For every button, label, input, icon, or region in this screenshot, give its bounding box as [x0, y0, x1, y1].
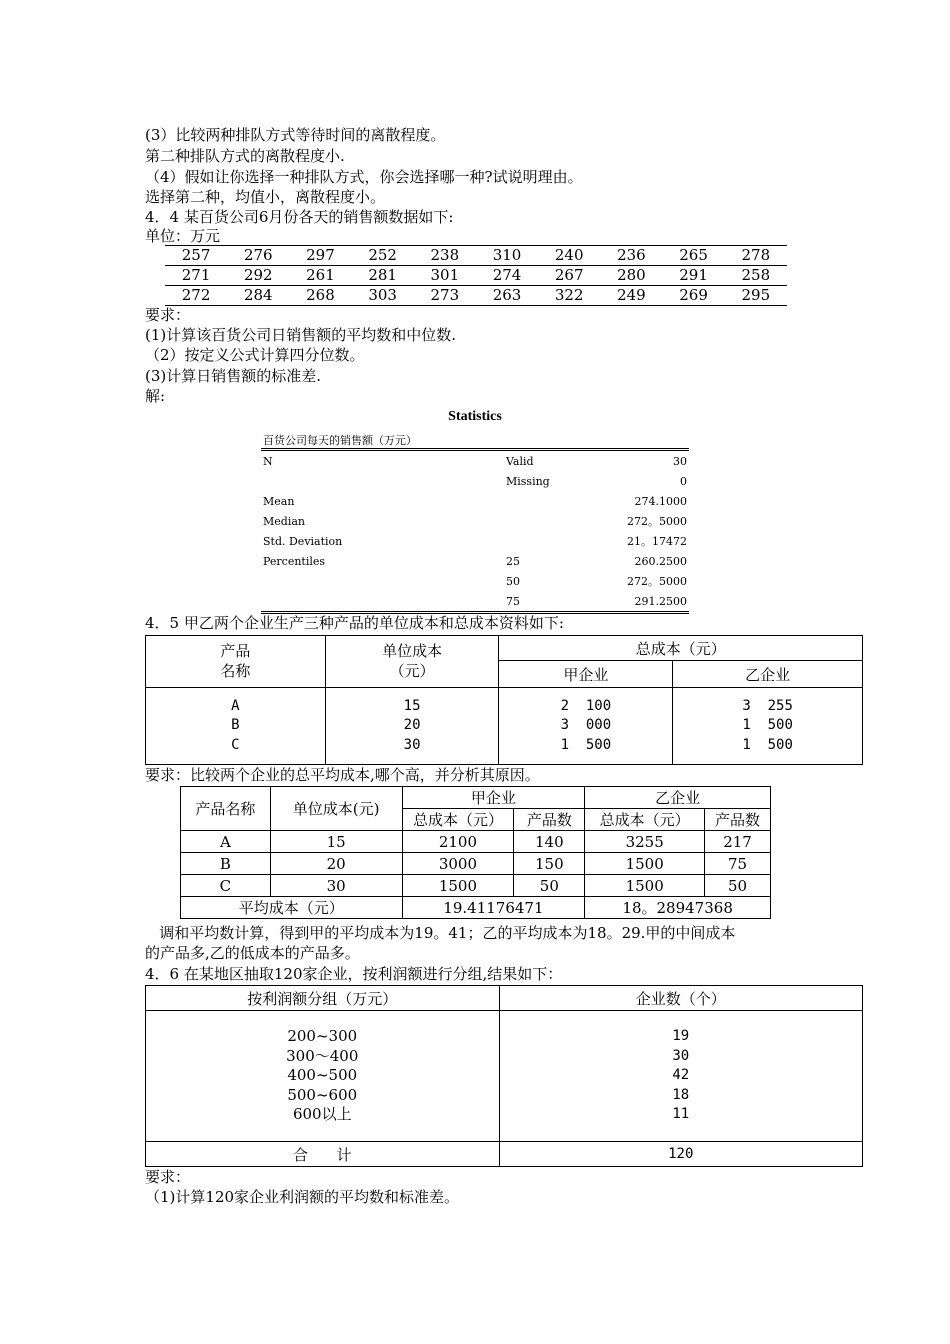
- cell-text: 42: [672, 1067, 690, 1084]
- cell-text: 15: [403, 697, 421, 714]
- table-cell: 271: [165, 266, 227, 286]
- text-line: 解:: [145, 387, 166, 405]
- text-line: (1)计算该百货公司日销售额的平均数和中位数.: [145, 326, 457, 344]
- header-cell: 乙企业: [585, 787, 771, 809]
- table-cell: C: [181, 875, 271, 897]
- table-cell: 249: [600, 286, 662, 306]
- text-line: 要求：比较两个企业的总平均成本,哪个高，并分析其原因。: [145, 766, 540, 784]
- header-cell: 甲企业: [402, 787, 585, 809]
- table-cell: 274: [476, 266, 538, 286]
- table-cell: 20: [270, 853, 402, 875]
- header-cell: 产品名称: [181, 787, 271, 831]
- table-cell: 295: [725, 286, 787, 306]
- stat-value: 30: [673, 454, 687, 468]
- table-cell: 236: [617, 246, 646, 264]
- table-cell: 267: [538, 266, 600, 286]
- table-row: [146, 688, 863, 765]
- stat-value: 260.2500: [634, 554, 687, 568]
- table-cell: 1500: [585, 875, 705, 897]
- header-text: 产品: [220, 642, 251, 660]
- stat-sub: [504, 511, 584, 531]
- cell-text: C: [231, 736, 240, 753]
- stat-sub: Valid: [506, 454, 534, 468]
- stats-title: Statistics: [448, 409, 502, 424]
- table-cell: 252: [368, 246, 397, 264]
- cell-text: 11: [672, 1106, 690, 1123]
- table-cell: 258: [725, 266, 787, 286]
- table-cell: 3255: [585, 831, 705, 853]
- table-cell: 平均成本（元）: [181, 897, 403, 919]
- cell-text: 19: [672, 1028, 690, 1045]
- header-cell: 总成本（元）: [402, 809, 514, 831]
- stat-label: [261, 571, 504, 591]
- text-line: 要求：: [145, 1168, 191, 1186]
- groups-cell: [146, 1011, 500, 1142]
- cell-text: 1 500: [742, 717, 793, 734]
- yi-total-cell: [673, 688, 863, 765]
- table-row: [146, 1142, 863, 1167]
- stat-sub: [504, 531, 584, 551]
- text-line: （1)计算120家企业利润额的平均数和标准差。: [145, 1188, 460, 1206]
- stat-label: [261, 471, 504, 491]
- text-line: 的产品多,乙的低成本的产品多。: [145, 944, 360, 962]
- cell-text: 2 100: [560, 697, 612, 714]
- cell-text: 300～400: [286, 1046, 359, 1065]
- text-line: 调和平均数计算，得到甲的平均成本为19。41；乙的平均成本为18。29.甲的中间成本: [145, 924, 736, 942]
- table-row: [165, 246, 787, 266]
- table-row: [261, 571, 689, 591]
- stat-label: Std. Deviation: [263, 534, 343, 548]
- table-cell: 261: [289, 266, 351, 286]
- table-row: [165, 286, 787, 306]
- question-heading: 4．6 在某地区抽取120家企业，按利润额进行分组,结果如下：: [145, 965, 563, 983]
- table-cell: 292: [227, 266, 289, 286]
- header-text: 单位成本: [382, 642, 443, 660]
- stat-value: 272。5000: [627, 515, 687, 528]
- table-cell: 50: [705, 875, 771, 897]
- stat-label: Mean: [263, 494, 295, 508]
- sales-table: [165, 245, 787, 306]
- header-cell: [325, 636, 499, 688]
- average-cost-table: [180, 786, 771, 919]
- header-cell: 企业数（个）: [499, 986, 862, 1011]
- cell-text: 1 500: [742, 736, 793, 753]
- stats-caption: 百货公司每天的销售额（万元）: [263, 434, 417, 447]
- unit-label: 单位：万元: [145, 227, 221, 245]
- table-cell: 301: [414, 266, 476, 286]
- header-cell: 总成本（元）: [499, 636, 863, 661]
- table-cell: 150: [514, 853, 585, 875]
- table-cell: 50: [514, 875, 585, 897]
- table-row: [181, 875, 771, 897]
- statistics-table: [261, 448, 689, 614]
- cell-text: 30: [403, 736, 421, 753]
- table-row: [181, 853, 771, 875]
- table-cell: 280: [600, 266, 662, 286]
- header-text: 名称: [220, 661, 251, 680]
- header-cell: [146, 636, 326, 688]
- stat-value: 21。17472: [627, 535, 687, 548]
- stat-label: Percentiles: [263, 554, 326, 568]
- table-cell: 297: [306, 246, 335, 264]
- table-row: [181, 897, 771, 919]
- stat-sub: 75: [506, 594, 520, 608]
- cell-text: 400~500: [287, 1066, 358, 1085]
- table-row: [146, 1011, 863, 1142]
- cell-text: 600以上: [292, 1105, 352, 1124]
- table-row: [261, 471, 689, 491]
- text-line: 选择第二种，均值小，离散程度小。: [145, 188, 386, 206]
- text-line: (3)计算日销售额的标准差.: [145, 367, 322, 385]
- header-cell: 甲企业: [499, 661, 673, 688]
- table-row: [261, 491, 689, 511]
- table-cell: 19.41176471: [402, 897, 585, 919]
- table-row: [261, 591, 689, 613]
- table-row: [146, 986, 863, 1011]
- stat-label: N: [263, 454, 273, 468]
- header-cell: 总成本（元）: [585, 809, 705, 831]
- table-cell: 303: [352, 286, 414, 306]
- header-cell: 乙企业: [673, 661, 863, 688]
- table-cell: 217: [705, 831, 771, 853]
- stat-label: [261, 591, 504, 613]
- table-cell: 75: [705, 853, 771, 875]
- table-cell: 284: [227, 286, 289, 306]
- table-cell: 268: [289, 286, 351, 306]
- table-cell: 140: [514, 831, 585, 853]
- cell-text: 18: [672, 1086, 690, 1103]
- table-cell: 278: [741, 246, 771, 264]
- text-line: （4）假如让你选择一种排队方式，你会选择哪一种?试说明理由。: [145, 168, 583, 186]
- text-line: （2）按定义公式计算四分位数。: [145, 346, 365, 364]
- table-cell: 281: [352, 266, 414, 286]
- jia-total-cell: [499, 688, 673, 765]
- table-cell: 265: [679, 246, 708, 264]
- header-cell: 单位成本(元): [270, 787, 402, 831]
- stat-sub: 25: [506, 554, 520, 568]
- table-row: [261, 511, 689, 531]
- table-row: [181, 831, 771, 853]
- cell-text: 20: [403, 717, 421, 734]
- stat-value: 272。5000: [627, 575, 687, 588]
- cell-text: 3 000: [560, 717, 612, 734]
- table-row: [146, 636, 863, 661]
- cell-text: A: [231, 697, 240, 714]
- table-cell: 310: [492, 246, 522, 264]
- table-cell: 272: [165, 286, 227, 306]
- table-cell: B: [181, 853, 271, 875]
- total-value: 120: [499, 1142, 862, 1167]
- table-cell: 276: [243, 246, 273, 264]
- table-cell: 240: [554, 246, 584, 264]
- stat-value: 274.1000: [634, 494, 687, 508]
- table-cell: 18。28947368: [585, 897, 771, 919]
- table-cell: 238: [430, 246, 460, 264]
- text-line: 第二种排队方式的离散程度小.: [145, 147, 345, 165]
- cell-text: 1 500: [560, 736, 612, 753]
- table-cell: 1500: [402, 875, 514, 897]
- counts-cell: [499, 1011, 862, 1142]
- products-cell: [146, 688, 326, 765]
- header-cell: 按利润额分组（万元）: [146, 986, 500, 1011]
- cell-text: 3 255: [742, 697, 793, 714]
- cost-table: [145, 635, 863, 765]
- table-cell: 1500: [585, 853, 705, 875]
- unit-cost-cell: [325, 688, 499, 765]
- table-row: [261, 551, 689, 571]
- table-cell: 2100: [402, 831, 514, 853]
- table-cell: 291: [663, 266, 725, 286]
- table-cell: 273: [414, 286, 476, 306]
- table-cell: 269: [663, 286, 725, 306]
- header-cell: 产品数: [705, 809, 771, 831]
- profit-table: [145, 985, 863, 1167]
- table-cell: 15: [270, 831, 402, 853]
- stat-sub: 50: [506, 574, 520, 588]
- cell-text: 500~600: [287, 1085, 358, 1104]
- stat-value: 291.2500: [634, 594, 687, 608]
- table-cell: 257: [181, 246, 211, 264]
- stat-label: Median: [263, 514, 305, 528]
- text-line: 要求：: [145, 306, 191, 324]
- stat-value: 0: [680, 474, 687, 488]
- table-row: [165, 266, 787, 286]
- stat-sub: [504, 491, 584, 511]
- table-row: [181, 787, 771, 809]
- table-row: [261, 450, 689, 472]
- question-heading: 4．5 甲乙两个企业生产三种产品的单位成本和总成本资料如下:: [145, 614, 564, 632]
- table-cell: 263: [476, 286, 538, 306]
- total-label: 合 计: [146, 1142, 500, 1167]
- question-heading: 4．4 某百货公司6月份各天的销售额数据如下:: [145, 208, 454, 226]
- table-cell: 30: [270, 875, 402, 897]
- stat-sub: Missing: [506, 474, 550, 488]
- cell-text: B: [231, 717, 240, 734]
- cell-text: 200~300: [287, 1027, 358, 1046]
- cell-text: 30: [672, 1047, 690, 1064]
- header-text: （元）: [389, 661, 435, 680]
- table-cell: 322: [538, 286, 600, 306]
- table-cell: A: [181, 831, 271, 853]
- text-line: (3）比较两种排队方式等待时间的离散程度。: [145, 126, 446, 144]
- table-cell: 3000: [402, 853, 514, 875]
- table-row: [261, 531, 689, 551]
- header-cell: 产品数: [514, 809, 585, 831]
